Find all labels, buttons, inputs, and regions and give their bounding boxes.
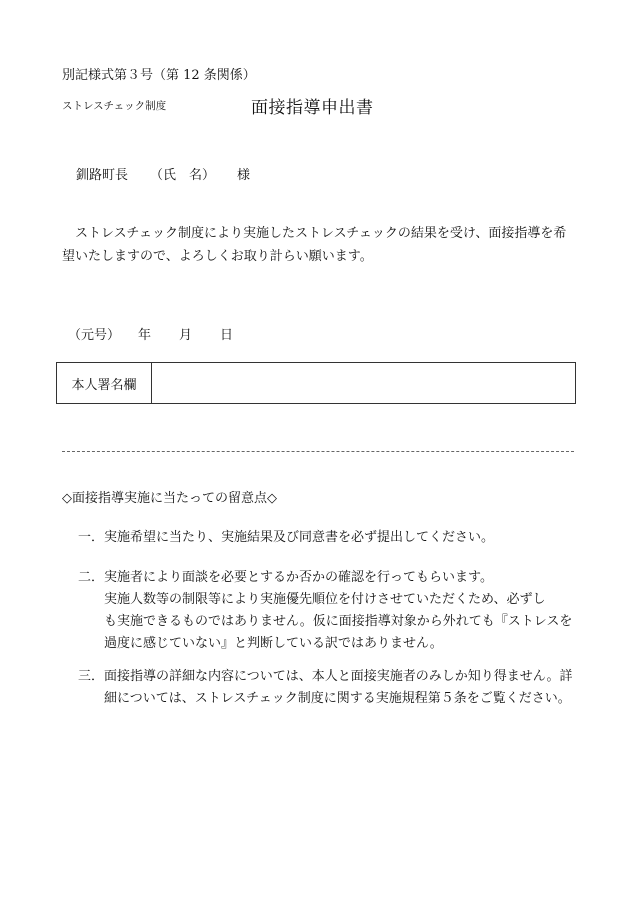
note-number: 一． [78, 530, 105, 545]
name-placeholder: （氏 名） [150, 168, 216, 183]
addressee-line [76, 164, 250, 183]
form-number: 別記様式第３号（第 12 条関係） [62, 68, 256, 83]
document-title: 面接指導申出書 [251, 98, 374, 118]
note-line: 実施希望に当たり、実施結果及び同意書を必ず提出してください。 [104, 530, 495, 545]
note-line: も実施できるものではありません。仮に面接指導対象から外れても『ストレスを [104, 614, 573, 629]
date-day: 日 [220, 328, 234, 343]
note-number: 三． [78, 669, 105, 684]
request-statement [62, 222, 587, 268]
note-number: 二． [78, 570, 105, 585]
system-label: ストレスチェック制度 [62, 100, 167, 112]
request-statement-line: 望いたしますので、よろしくお取り計らい願います。 [62, 249, 373, 264]
date-month: 月 [179, 328, 193, 343]
note-line: 実施者により面談を必要とするか否かの確認を行ってもらいます。 [104, 570, 493, 585]
date-line [68, 324, 233, 343]
recipient: 釧路町長 [76, 168, 129, 183]
date-era: （元号） [68, 328, 121, 343]
note-line: 実施人数等の制限等により実施優先順位を付けさせていただくため、必ずし [104, 592, 546, 607]
note-line: 面接指導の詳細な内容については、本人と面接実施者のみしか知り得ません。詳 [104, 669, 573, 684]
honorific: 様 [237, 168, 251, 183]
signature-label: 本人署名欄 [57, 363, 152, 403]
date-year: 年 [138, 328, 152, 343]
note-line: 細については、ストレスチェック制度に関する実施規程第５条をご覧ください。 [104, 691, 571, 706]
signature-table [56, 362, 576, 404]
signature-field[interactable] [152, 363, 575, 403]
dashed-divider [62, 451, 574, 452]
note-line: 過度に感じていない』と判断している訳ではありません。 [104, 636, 443, 651]
notes-heading: ◇面接指導実施に当たっての留意点◇ [62, 491, 277, 506]
request-statement-line: ストレスチェック制度により実施したストレスチェックの結果を受け、面接指導を希 [75, 226, 567, 241]
